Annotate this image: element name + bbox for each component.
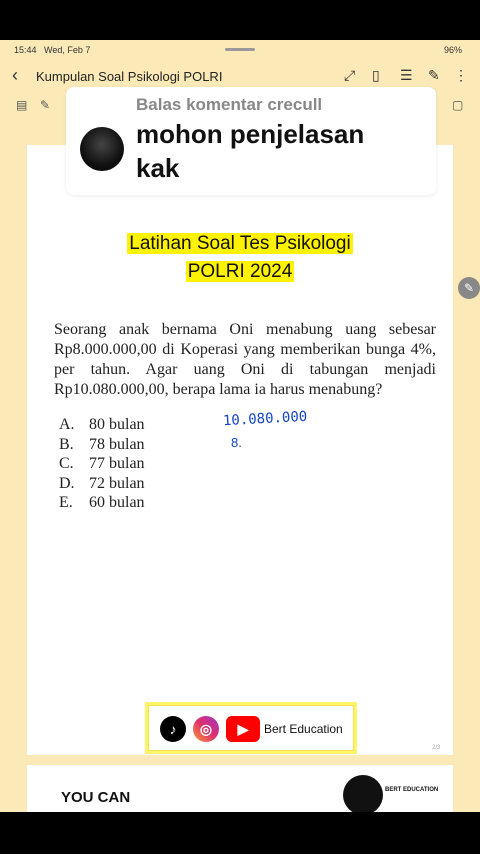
- keyboard-icon[interactable]: ▤: [16, 98, 28, 112]
- next-page-preview: [27, 765, 453, 812]
- option-text: 78 bulan: [89, 435, 145, 453]
- list-icon[interactable]: ☰: [400, 67, 413, 83]
- tiktok-icon: ♪: [160, 716, 186, 742]
- comment-text: mohon penjelasan kak: [136, 119, 365, 183]
- app-screen: [0, 40, 480, 812]
- avatar: [80, 127, 124, 171]
- option-text: 60 bulan: [89, 494, 145, 512]
- option-letter: E.: [59, 494, 73, 512]
- heading-line-2: POLRI 2024: [187, 261, 293, 282]
- option-letter: A.: [59, 416, 75, 433]
- option-text: 77 bulan: [89, 455, 145, 473]
- comment-reply-card: [66, 87, 436, 195]
- document-title: Kumpulan Soal Psikologi POLRI: [36, 69, 223, 84]
- handwritten-note: 10.080.000: [222, 408, 308, 430]
- heading-line-1: Latihan Soal Tes Psikologi: [129, 233, 351, 254]
- option-b: [59, 435, 145, 455]
- option-text: 72 bulan: [89, 474, 145, 492]
- youtube-icon: ▶: [226, 716, 260, 742]
- page-number: 2/3: [432, 745, 441, 751]
- option-c: [59, 454, 145, 474]
- edit-fab-icon[interactable]: ✎: [458, 277, 480, 299]
- status-bar: [0, 40, 480, 60]
- pen-icon[interactable]: ✎: [40, 98, 51, 112]
- camera-pill: [225, 48, 255, 51]
- attach-icon[interactable]: ✎: [428, 67, 440, 83]
- bert-logo-icon: [343, 775, 383, 812]
- answer-options: [59, 415, 145, 513]
- page-heading: [27, 230, 453, 286]
- option-e: [59, 493, 145, 513]
- option-text: 80 bulan: [89, 416, 145, 433]
- bert-logo-text: BERT EDUCATION: [385, 787, 439, 793]
- social-banner: [145, 702, 357, 754]
- page-icon[interactable]: ▢: [452, 98, 464, 112]
- reply-label: Balas komentar crecull: [136, 95, 323, 114]
- instagram-icon: ◎: [193, 716, 219, 742]
- more-icon[interactable]: ⋮: [454, 67, 468, 83]
- question-text: Seorang anak bernama Oni menabung uang sebesar Rp8.000.000,00 di Koperasi yang memberikan bunga 4%, per tahun. Agar uang Oni di tabungan menjadi Rp10.080.000,00, berapa lama ia harus menabung?: [54, 321, 436, 398]
- battery-level: 96%: [443, 45, 462, 55]
- expand-icon[interactable]: ⤢: [344, 67, 356, 83]
- handwritten-note-2: 8.: [231, 435, 242, 450]
- document-page: [27, 145, 453, 755]
- book-icon[interactable]: ▯: [372, 67, 380, 83]
- option-letter: D.: [59, 474, 75, 492]
- option-d: [59, 474, 145, 494]
- option-a: [59, 415, 145, 435]
- status-time: 15:44: [14, 45, 37, 55]
- social-name: Bert Education: [264, 722, 343, 736]
- option-letter: B.: [59, 435, 74, 453]
- option-letter: C.: [59, 455, 74, 473]
- back-icon[interactable]: ‹: [12, 65, 18, 85]
- you-can-text: YOU CAN: [61, 789, 131, 806]
- status-date: Wed, Feb 7: [44, 45, 91, 55]
